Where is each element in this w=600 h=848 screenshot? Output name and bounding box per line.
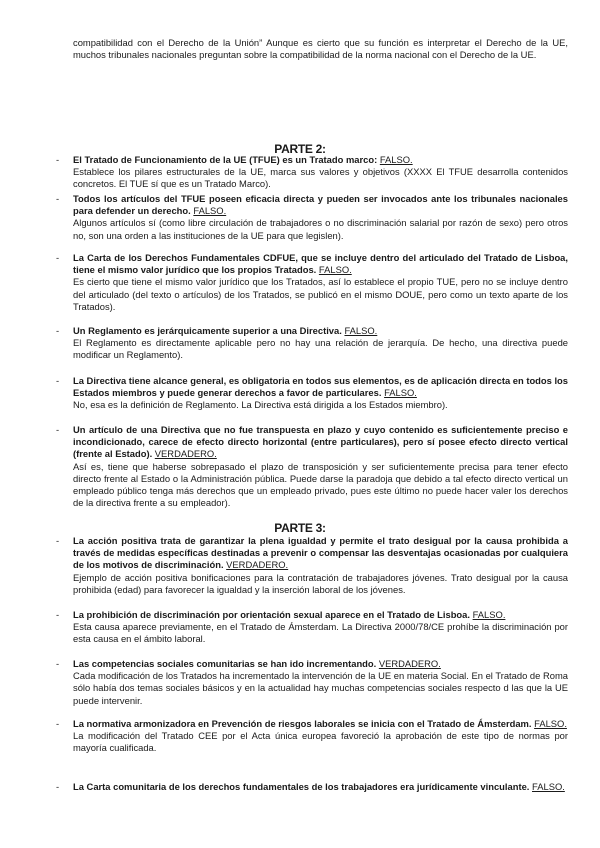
bullet-dash: - bbox=[56, 609, 60, 620]
question-text: Un artículo de una Directiva que no fue transpuesta en plazo y cuyo contenido es suficientemente preciso e incondicionado, carece de efecto directo horizontal (entre particulares), pero sí posee efecto directo vertical (frente al Estado). bbox=[73, 424, 568, 460]
explanation-text: Es cierto que tiene el mismo valor jurídico que los Tratados, así lo establece el propio TUE, pero no se incluye dentro del articulado (del texto o artículos) de los Tratados, se publicó en el mismo DOUE, pero como un texto aparte de los Tratados). bbox=[73, 276, 568, 312]
question-text: La Directiva tiene alcance general, es obligatoria en todos sus elementos, es de aplicación directa en todos los Estados miembros y puede generar derechos a favor de particulares. bbox=[73, 375, 568, 399]
bullet-dash: - bbox=[56, 325, 60, 336]
bullet-dash: - bbox=[56, 658, 60, 669]
part-2-title: PARTE 2: bbox=[274, 142, 326, 156]
explanation-text: La modificación del Tratado CEE por el Acta única europea favoreció la aprobación de este tipo de normas por mayoría cualificada. bbox=[73, 730, 568, 754]
list-item bbox=[56, 193, 568, 242]
question-text: El Tratado de Funcionamiento de la UE (TFUE) es un Tratado marco: bbox=[73, 154, 378, 165]
bullet-dash: - bbox=[56, 718, 60, 729]
answer-label: FALSO. bbox=[472, 609, 506, 620]
question-text: Las competencias sociales comunitarias se han ido incrementando. bbox=[73, 658, 377, 669]
explanation-text: Así es, tiene que haberse sobrepasado el plazo de transposición y ser suficientemente precisa para tener efecto directo frente al Estado o la Administración pública. Puede darse la paradoja que debido a tal efecto directo vertical un empleado público tenga más derechos que un empleado privado, pues este último no puede hacer valer los derechos de la directiva frente a su empleador). bbox=[73, 460, 568, 509]
explanation-text: Establece los pilares estructurales de la UE, marca sus valores y objetivos (XXXX El TFUE desarrolla contenidos concretos. El TUE sí que es un Tratado Marco). bbox=[73, 166, 568, 190]
question-text: La acción positiva trata de garantizar la plena igualdad y permite el trato desigual por la causa prohibida a través de medidas específicas destinadas a prevenir o compensar las desventajas ocasionadas por cualquiera de los motivos de discriminación. bbox=[73, 535, 568, 571]
explanation-text: Ejemplo de acción positiva bonificaciones para la contratación de trabajadores jóvenes. Trato desigual por la causa prohibida (edad) para favorecer la igualdad y la inserción laboral de los jóvenes. bbox=[73, 571, 568, 595]
list-item bbox=[56, 609, 568, 646]
list-item bbox=[56, 252, 568, 313]
intro-paragraph: compatibilidad con el Derecho de la Unión” Aunque es cierto que su función es interpretar el Derecho de la UE, muchos tribunales nacionales preguntan sobre la compatibilidad de la norma nacional con el Derecho de la UE. bbox=[73, 37, 568, 61]
bullet-dash: - bbox=[56, 781, 60, 792]
bullet-dash: - bbox=[56, 375, 60, 386]
answer-label: FALSO. bbox=[379, 154, 413, 165]
answer-label: FALSO. bbox=[193, 205, 227, 217]
bullet-dash: - bbox=[56, 252, 60, 263]
answer-label: VERDADERO. bbox=[154, 448, 217, 460]
explanation-text: No, esa es la definición de Reglamento. La Directiva está dirigida a los Estados miembro). bbox=[73, 399, 448, 411]
answer-label: FALSO. bbox=[344, 325, 378, 336]
list-item bbox=[56, 154, 568, 191]
explanation-text: Algunos artículos sí (como libre circulación de trabajadores o no discriminación salarial por razón de sexo) pero otros no, son una orden a las instituciones de la UE para que legislen). bbox=[73, 217, 568, 241]
list-item bbox=[56, 375, 568, 412]
question-text: La prohibición de discriminación por orientación sexual aparece en el Tratado de Lisboa. bbox=[73, 609, 470, 620]
part-3-title: PARTE 3: bbox=[274, 521, 326, 535]
bullet-dash: - bbox=[56, 424, 60, 435]
explanation-text: Cada modificación de los Tratados ha incrementado la intervención de la UE en materia Social. En el Tratado de Roma sólo había dos temas sociales básicos y en la actualidad hay muchas competencias sociales respecto d las que la UE puede intervenir. bbox=[73, 670, 568, 706]
answer-label: VERDADERO. bbox=[226, 559, 289, 571]
list-item bbox=[56, 658, 568, 707]
bullet-dash: - bbox=[56, 535, 60, 546]
question-text: La normativa armonizadora en Prevención de riesgos laborales se inicia con el Tratado de Ámsterdam. bbox=[73, 718, 532, 729]
answer-label: VERDADERO. bbox=[378, 658, 441, 669]
question-text: La Carta de los Derechos Fundamentales CDFUE, que se incluye dentro del articulado del Tratado de Lisboa, tiene el mismo valor jurídico que los propios Tratados. bbox=[73, 252, 568, 276]
answer-label: FALSO. bbox=[534, 718, 567, 729]
list-item bbox=[56, 718, 568, 755]
answer-label: FALSO. bbox=[384, 387, 417, 399]
question-text: Todos los artículos del TFUE poseen eficacia directa y pueden ser invocados ante los tribunales nacionales para defender un derecho. bbox=[73, 193, 568, 217]
list-item bbox=[56, 424, 568, 509]
list-item bbox=[56, 781, 568, 793]
explanation-text: El Reglamento es directamente aplicable pero no hay una relación de jerarquía. De hecho, una directiva puede modificar un Reglamento). bbox=[73, 337, 568, 361]
list-item bbox=[56, 535, 568, 596]
question-text: Un Reglamento es jerárquicamente superior a una Directiva. bbox=[73, 325, 342, 336]
explanation-text: Esta causa aparece previamente, en el Tratado de Ámsterdam. La Directiva 2000/78/CE prohíbe la discriminación por esta causa en el ámbito laboral. bbox=[73, 621, 568, 645]
list-item bbox=[56, 325, 568, 362]
answer-label: FALSO. bbox=[532, 781, 565, 792]
bullet-dash: - bbox=[56, 154, 60, 165]
question-text: La Carta comunitaria de los derechos fundamentales de los trabajadores era jurídicamente vinculante. bbox=[73, 781, 530, 792]
answer-label: FALSO. bbox=[318, 264, 352, 276]
bullet-dash: - bbox=[56, 193, 60, 204]
